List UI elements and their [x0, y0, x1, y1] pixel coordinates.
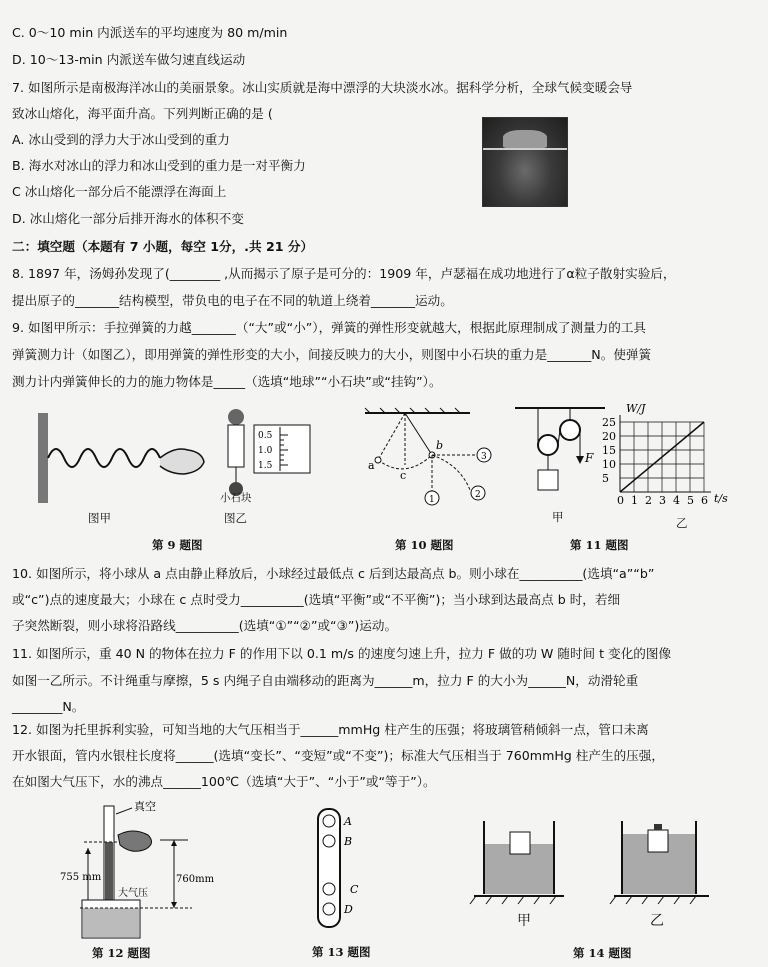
x-tick-label: 3: [659, 494, 666, 507]
point-C: C: [350, 883, 359, 896]
point-b: b: [436, 439, 444, 452]
fig9-jia-label: 图甲: [88, 511, 111, 525]
path-2: 2: [475, 490, 481, 500]
q8-line1: 8. 1897 年，汤姆孙发现了(________ ,从而揭示了原子是可分的：1909 年，卢瑟福在成功地进行了α粒子散射实验后，: [12, 266, 676, 281]
q12-line1: 12. 如图为托里拆利实验，可知当地的大气压相当于______mmHg 柱产生的压强；将玻璃管稍倾斜一点，管口未离: [12, 722, 649, 737]
q10-line3: 子突然断裂，则小球将沿路线__________(选填“①”“②”或“③”)运动。: [12, 618, 398, 633]
caption-fig13: 第 13 题图: [312, 945, 371, 959]
caption-fig10: 第 10 题图: [395, 538, 454, 552]
scale-tick-05: 0.5: [258, 431, 273, 441]
q7-stem-line2: 致冰山熔化，海平面升高。下列判断正确的是 (: [12, 106, 273, 121]
q9-line1: 9. 如图甲所示：手拉弹簧的力越_______（“大”或“小”），弹簧的弹性形变就越大，根据此原理制成了测量力的工具: [12, 320, 647, 335]
q7-option-d: D. 冰山熔化一部分后排开海水的体积不变: [12, 211, 244, 226]
fig10-pendulum: [360, 405, 500, 515]
point-D: D: [344, 903, 353, 916]
fig14-beakers: [464, 816, 724, 926]
label-air-pressure: 大气压: [118, 888, 148, 899]
y-tick-label: 20: [602, 430, 616, 443]
caption-fig14: 第 14 题图: [573, 946, 632, 960]
q6-option-c: C. 0～10 min 内派送车的平均速度为 80 m/min: [12, 25, 288, 40]
y-tick-label: 15: [602, 444, 616, 457]
x-tick-label: 6: [701, 494, 708, 507]
fig14-yi-label: 乙: [650, 913, 664, 929]
q7-option-a: A. 冰山受到的浮力大于冰山受到的重力: [12, 132, 230, 147]
q9-line3: 测力计内弹簧伸长的力的施力物体是_____（选填“地球”“小石块”或“挂钩”）。: [12, 374, 442, 389]
caption-fig12: 第 12 题图: [92, 946, 151, 960]
q12-line2: 开水银面，管内水银柱长度将______(选填“变长”、“变短”或“不变”)；标准大气压相当于 760mmHg 柱产生的压强，: [12, 748, 664, 763]
q11-line1: 11. 如图所示，重 40 N 的物体在拉力 F 的作用下以 0.1 m/s 的速度匀速上升，拉力 F 做的功 W 随时间 t 变化的图像: [12, 646, 672, 661]
q7-stem-line1: 7. 如图所示是南极海洋冰山的美丽景象。冰山实质就是海中漂浮的大块淡水冰。据科学分析，全球气候变暖会导: [12, 80, 633, 95]
fig11-wt-graph: [596, 400, 736, 520]
graph-xlabel: t/s: [714, 492, 728, 505]
path-3: 3: [481, 452, 487, 462]
x-tick-label: 4: [673, 494, 680, 507]
x-tick-label: 5: [687, 494, 694, 507]
scale-tick-15: 1.5: [258, 461, 273, 471]
graph-ylabel: W/J: [626, 402, 646, 415]
fig11-jia-label: 甲: [552, 510, 564, 524]
q7-option-b: B. 海水对冰山的浮力和冰山受到的重力是一对平衡力: [12, 158, 306, 173]
path-1: 1: [429, 495, 435, 505]
fig9-yi-label: 图乙: [224, 511, 247, 525]
fig13-container: [300, 805, 370, 935]
q9-line2: 弹簧测力计（如图乙），即用弹簧的弹性形变的大小，间接反映力的大小，则图中小石块的重力是_______N。使弹簧: [12, 347, 652, 362]
point-a: a: [368, 459, 375, 472]
y-tick-label: 5: [602, 472, 609, 485]
label-vacuum: 真空: [134, 800, 156, 813]
x-tick-label: 0: [617, 494, 624, 507]
q7-option-c: C 冰山熔化一部分后不能漂浮在海面上: [12, 184, 227, 199]
section-heading-fill-in: 二：填空题（本题有 7 小题，每空 1分，.共 21 分）: [12, 239, 314, 254]
q10-line2: 或“c”)点的速度最大；小球在 c 点时受力__________(选填“平衡”或“不平衡”)；当小球到达最高点 b 时，若细: [12, 592, 621, 607]
q6-option-d: D. 10～13-min 内派送车做匀速直线运动: [12, 52, 246, 67]
scale-tick-10: 1.0: [258, 446, 273, 456]
force-f: F: [585, 451, 594, 465]
fig14-jia-label: 甲: [517, 913, 531, 929]
x-tick-label: 2: [645, 494, 652, 507]
q11-line3: ________N。: [12, 699, 85, 714]
y-tick-label: 25: [602, 416, 616, 429]
iceberg-photo: [482, 117, 568, 207]
caption-fig9: 第 9 题图: [152, 538, 203, 552]
fig11-yi-label: 乙: [676, 516, 688, 530]
point-A: A: [344, 815, 352, 828]
point-B: B: [344, 835, 353, 848]
x-tick-label: 1: [631, 494, 638, 507]
label-755: 755 mm: [60, 872, 102, 883]
q10-line1: 10. 如图所示，将小球从 a 点由静止释放后，小球经过最低点 c 后到达最高点 b。则小球在__________(选填“a”“b”: [12, 566, 655, 581]
q11-line2: 如图一乙所示。不计绳重与摩擦，5 s 内绳子自由端移动的距离为______m，拉力 F 的大小为______N，动滑轮重: [12, 673, 639, 688]
point-c: c: [400, 469, 407, 482]
fig12-torricelli: [60, 800, 220, 945]
q8-line2: 提出原子的_______结构模型，带负电的电子在不同的轨道上绕着_______运动。: [12, 293, 453, 308]
q12-line3: 在如图大气压下，水的沸点______100℃（选填“大于”、“小于”或“等于”）。: [12, 774, 436, 789]
caption-fig11: 第 11 题图: [570, 538, 629, 552]
fig9-spring: [36, 408, 206, 513]
fig9-stone-label: 小石块: [220, 492, 252, 504]
label-760: 760mm: [176, 874, 215, 885]
y-tick-label: 10: [602, 458, 616, 471]
fig11-pulley: [510, 400, 610, 515]
